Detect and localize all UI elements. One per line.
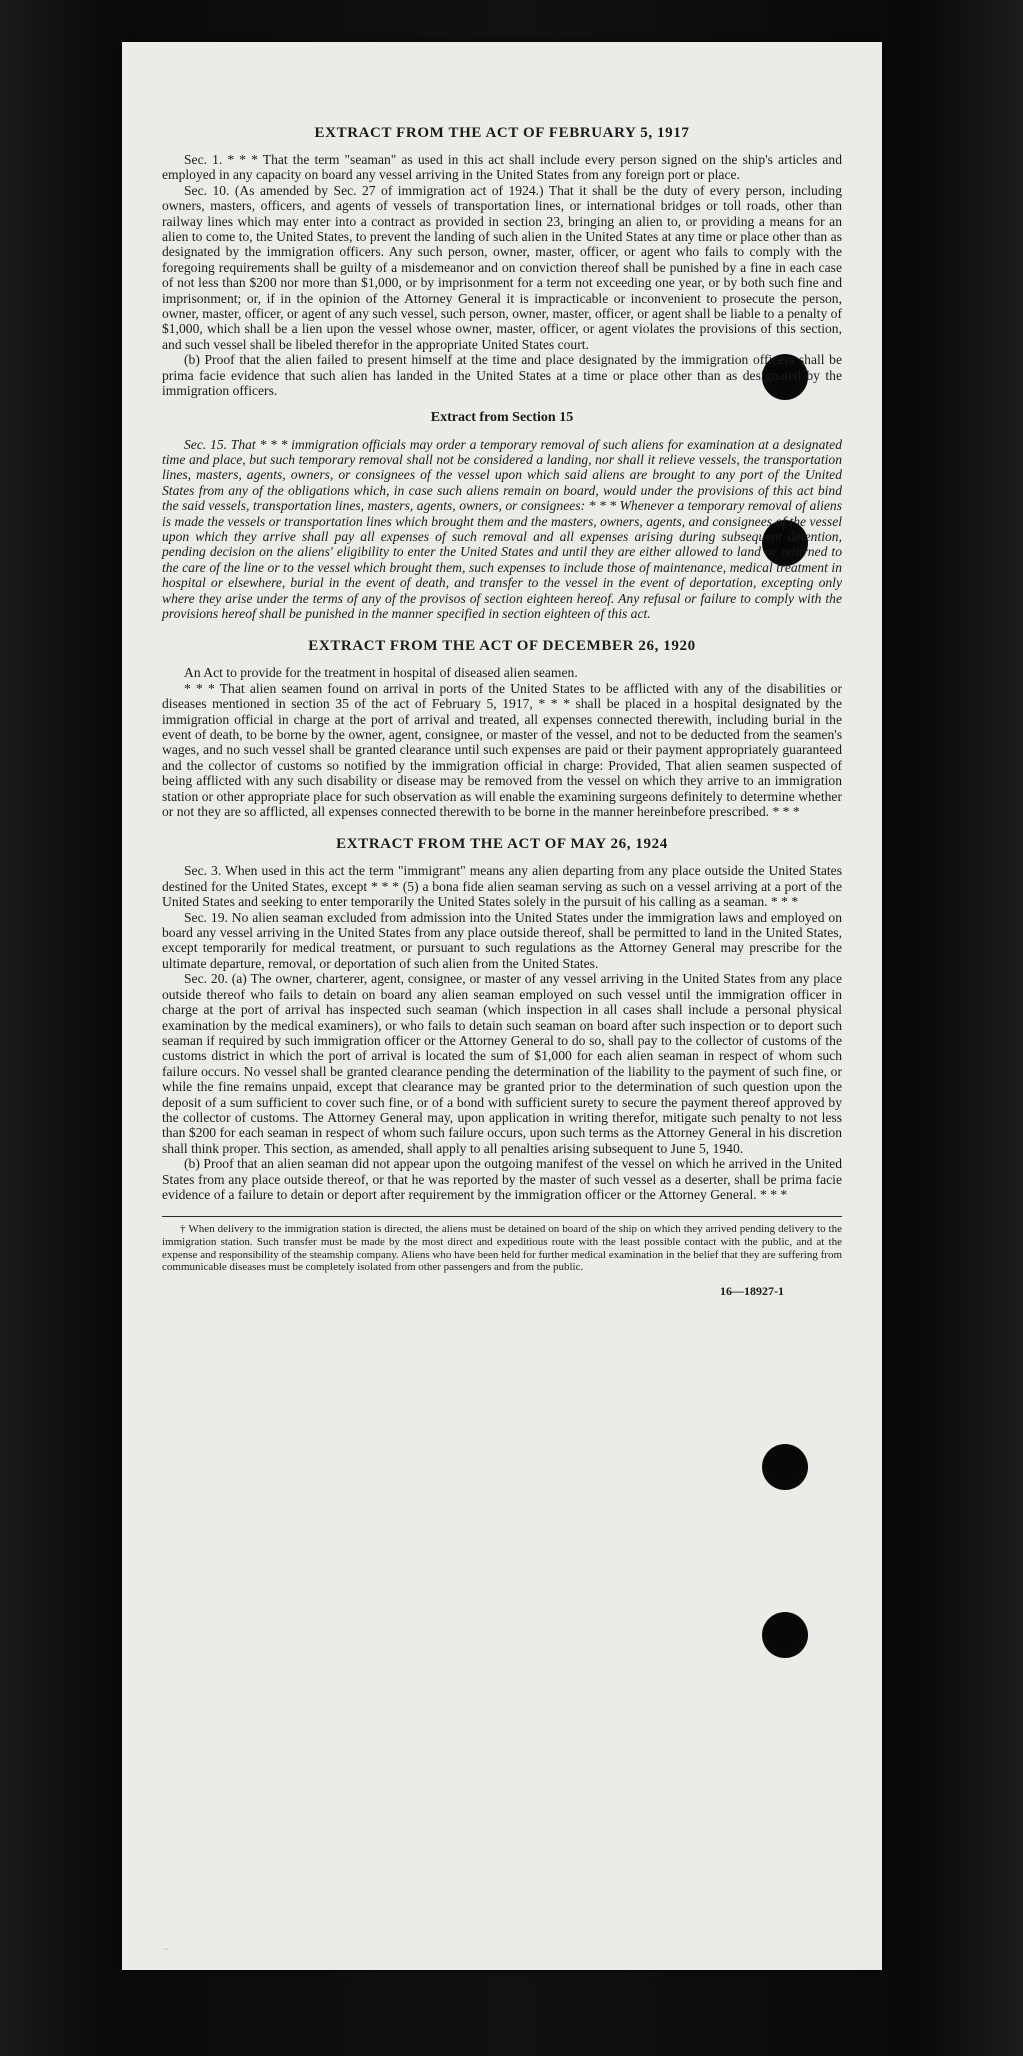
document-page <box>122 42 882 1970</box>
section-19-paragraph: Sec. 19. No alien seaman excluded from admission into the United States under the immigration laws and employed on board any vessel arriving in the United States from any place outside thereof, shall be permitted to land in the United States, except temporarily for medical treatment, or pursuant to such regulations as the Attorney General may prescribe for the ultimate departure, removal, or deportation of such alien from the United States. <box>162 909 842 971</box>
punch-hole <box>762 1444 808 1490</box>
footnote-divider <box>162 1216 842 1217</box>
section-10-paragraph: Sec. 10. (As amended by Sec. 27 of immigration act of 1924.) That it shall be the duty of every person, including owners, masters, officers, and agents of vessels of transportation lines, or international bridges or toll roads, other than railway lines which may enter into a contract as provided in section 23, bringing an alien to, or providing a means for an alien to come to, the United States, to prevent the landing of such alien in the United States at any time or place other than as designated by the immigration officers. Any such person, owner, master, officer, or agent who fails to comply with the foregoing requirements shall be guilty of a misdemeanor and on conviction thereof shall be punished by a fine in each case of not less than $200 nor more than $1,000, or by imprisonment for a term not exceeding one year, or by both such fine and imprisonment; or, if in the opinion of the Attorney General it is impracticable or inconvenient to prosecute the person, owner, master, officer, or agent of any such vessel, such person, owner, master, officer, or agent shall be liable to a penalty of $1,000, which shall be a lien upon the vessel whose owner, master, officer, or agent violates the provisions of this section, and such vessel shall be libeled therefor in the appropriate United States court. <box>162 182 842 352</box>
act-1920-title-paragraph: An Act to provide for the treatment in hospital of diseased alien seamen. <box>184 665 578 681</box>
heading-act-1920: EXTRACT FROM THE ACT OF DECEMBER 26, 1920 <box>308 638 696 655</box>
scan-smudge: ~ <box>162 1942 169 1956</box>
form-number: 16—18927-1 <box>720 1283 784 1298</box>
heading-act-1917: EXTRACT FROM THE ACT OF FEBRUARY 5, 1917 <box>314 125 690 141</box>
section-1-paragraph: Sec. 1. * * * That the term "seaman" as used in this act shall include every person signed on the ship's articles and employed in any capacity on board any vessel arriving in the United States from any foreign port or place. <box>162 152 842 183</box>
footnote: † When delivery to the immigration station is directed, the aliens must be detained on board of the ship on which they arrived pending delivery to the immigration station. Such transfer must be made by the most direct and expeditious route with the least possible contact with the public, and at the expense and responsibility of the steamship company. Aliens who have been held for further medical examination in the belief that they are suffering from communicable diseases must be completely isolated from other passengers and from the public. <box>162 1223 842 1274</box>
section-20a-paragraph: Sec. 20. (a) The owner, charterer, agent, consignee, or master of any vessel arriving in the United States from any place outside thereof who fails to detain on board any alien seaman employed on such vessel until the immigration officer in charge at the port of arrival has inspected such seaman (which inspection in all cases shall include a personal physical examination by the medical examiners), or who fails to detain such seaman on board after such inspection or to deport such seaman if required by such immigration officer or the Attorney General to do so, shall pay to the collector of customs of the customs district in which the port of arrival is located the sum of $1,000 for each alien seaman in respect of whom such failure occurs. No vessel shall be granted clearance pending the determination of the liability to the payment of such fine, or while the fine remains unpaid, except that clearance may be granted prior to the determination of such question upon the deposit of a sum sufficient to cover such fine, or of a bond with sufficient surety to secure the payment thereof approved by the collector of customs. The Attorney General may, upon application in writing therefor, mitigate such penalty to not less than $200 for each seaman in respect of whom such failure occurs, upon such terms as the Attorney General in his discretion shall think proper. This section, as amended, shall apply to all penalties arising subsequent to June 5, 1940. <box>162 971 842 1156</box>
section-15-paragraph: Sec. 15. That * * * immigration officials may order a temporary removal of such aliens for examination at a designated time and place, but such temporary removal shall not be considered a landing, nor shall it relieve vessels, the transportation lines, masters, agents, owners, or consignees of the vessel upon which said aliens are brought to any port of the United States from any of the obligations which, in case such aliens remain on board, would under the provisions of this act bind the said vessels, transportation lines, masters, agents, owners, or consignees: * * * Whenever a temporary removal of aliens is made the vessels or transportation lines which brought them and the masters, owners, agents, and consignees of the vessel upon which they arrive shall pay all expenses of such removal and all expenses arising during subsequent detention, pending decision on the aliens' eligibility to enter the United States and until they are either allowed to land or returned to the care of the line or to the vessel which brought them, such expenses to include those of maintenance, medical treatment in hospital or elsewhere, burial in the event of death, and transfer to the vessel in the event of deportation, excepting only where they arise under the terms of any of the provisos of section eighteen hereof. Any refusal or failure to comply with the provisions hereof shall be punished in the manner specified in section eighteen of this act. <box>162 436 842 621</box>
section-10b-paragraph: (b) Proof that the alien failed to present himself at the time and place designated by the immigration officers shall be prima facie evidence that such alien has landed in the United States at a time or place other than as designated by the immigration officers. <box>162 352 842 399</box>
document-body <box>162 124 842 1299</box>
section-20b-paragraph: (b) Proof that an alien seaman did not appear upon the outgoing manifest of the vessel on which he arrived in the United States from any place outside thereof, or that he was reported by the master of such vessel as a deserter, shall be prima facie evidence of a failure to detain or deport after requirement by the immigration officer or the Attorney General. * * * <box>162 1156 842 1202</box>
heading-act-1924: EXTRACT FROM THE ACT OF MAY 26, 1924 <box>336 836 668 853</box>
punch-hole <box>762 1612 808 1658</box>
heading-section-15: Extract from Section 15 <box>430 409 574 425</box>
act-1920-body-paragraph: * * * That alien seamen found on arrival in ports of the United States to be afflicted with any of the disabilities or diseases mentioned in section 35 of the act of February 5, 1917, * * * shall be placed in a hospital designated by the immigration official in charge at the port of arrival and treated, all expenses connected therewith, including burial in the event of death, to be borne by the owner, agent, consignee, or master of the vessel, and not to be deducted from the seamen's wages, and no such vessel shall be granted clearance until such expenses are paid or their payment appropriately guaranteed and the collector of customs so notified by the immigration official in charge: Provided, That alien seamen suspected of being afflicted with any such disability or disease may be removed from the vessel on which they arrive to an immigration station or other appropriate place for such observation as will enable the examining surgeons definitely to determine whether or not they are so afflicted, all expenses connected therewith to be borne in the manner hereinbefore prescribed. * * * <box>162 680 842 820</box>
section-3-paragraph: Sec. 3. When used in this act the term "immigrant" means any alien departing from any place outside the United States destined for the United States, except * * * (5) a bona fide alien seaman serving as such on a vessel arriving at a port of the United States and seeking to enter temporarily the United States solely in the pursuit of his calling as a seaman. * * * <box>162 863 842 910</box>
